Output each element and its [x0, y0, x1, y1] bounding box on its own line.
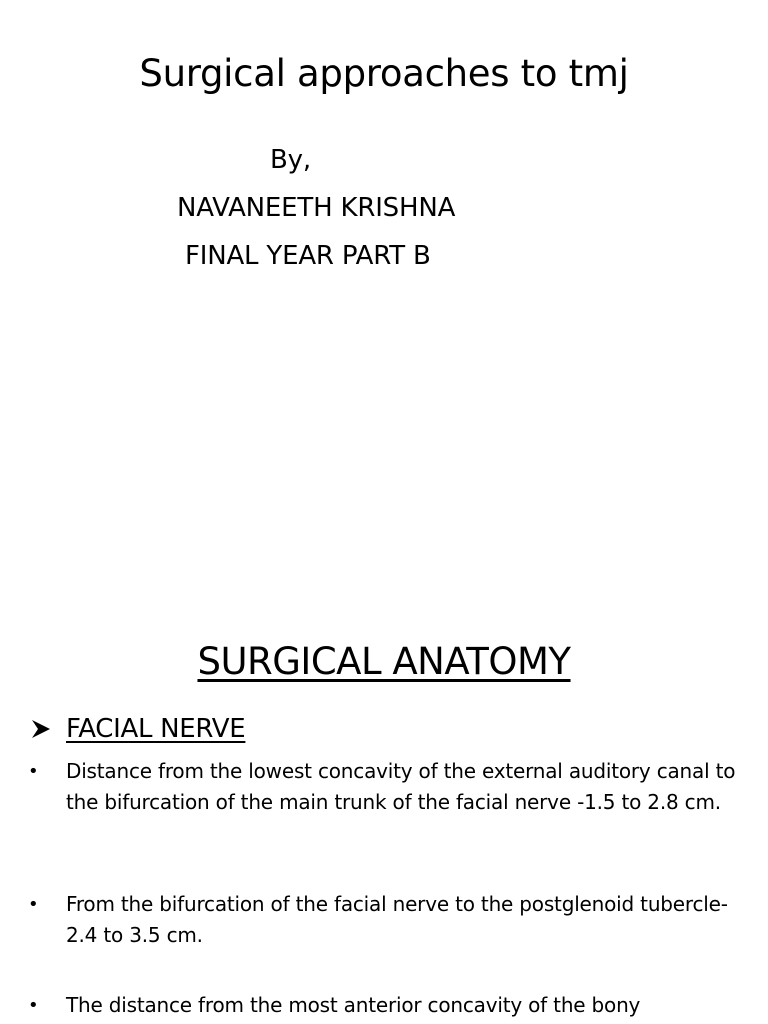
- bullet-text: From the bifurcation of the facial nerve to the postglenoid tubercle- 2.4 to 3.5 cm.: [66, 892, 728, 947]
- bullet-dot: •: [28, 995, 39, 1016]
- bullet-text: Distance from the lowest concavity of the external auditory canal to the bifurcation of the main trunk of the facial nerve -1.5 to 2.8 cm.: [66, 759, 736, 814]
- bullet-dot: •: [28, 761, 39, 782]
- section-title: SURGICAL ANATOMY: [197, 640, 571, 683]
- anatomy-slide: [0, 590, 768, 1024]
- bullet-item: [24, 756, 754, 818]
- author-year: FINAL YEAR PART B: [185, 241, 431, 271]
- subheading-facial-nerve: FACIAL NERVE: [66, 714, 246, 744]
- arrow-bullet-icon: [30, 718, 52, 740]
- bullet-text: The distance from the most anterior concavity of the bony: [66, 993, 641, 1017]
- bullet-item: [24, 889, 754, 951]
- subheading-row: [30, 714, 245, 744]
- by-label: By,: [270, 145, 311, 175]
- slide-title: Surgical approaches to tmj: [139, 52, 629, 95]
- author-name: NAVANEETH KRISHNA: [177, 193, 456, 223]
- bullet-item: [24, 990, 754, 1021]
- bullet-dot: •: [28, 894, 39, 915]
